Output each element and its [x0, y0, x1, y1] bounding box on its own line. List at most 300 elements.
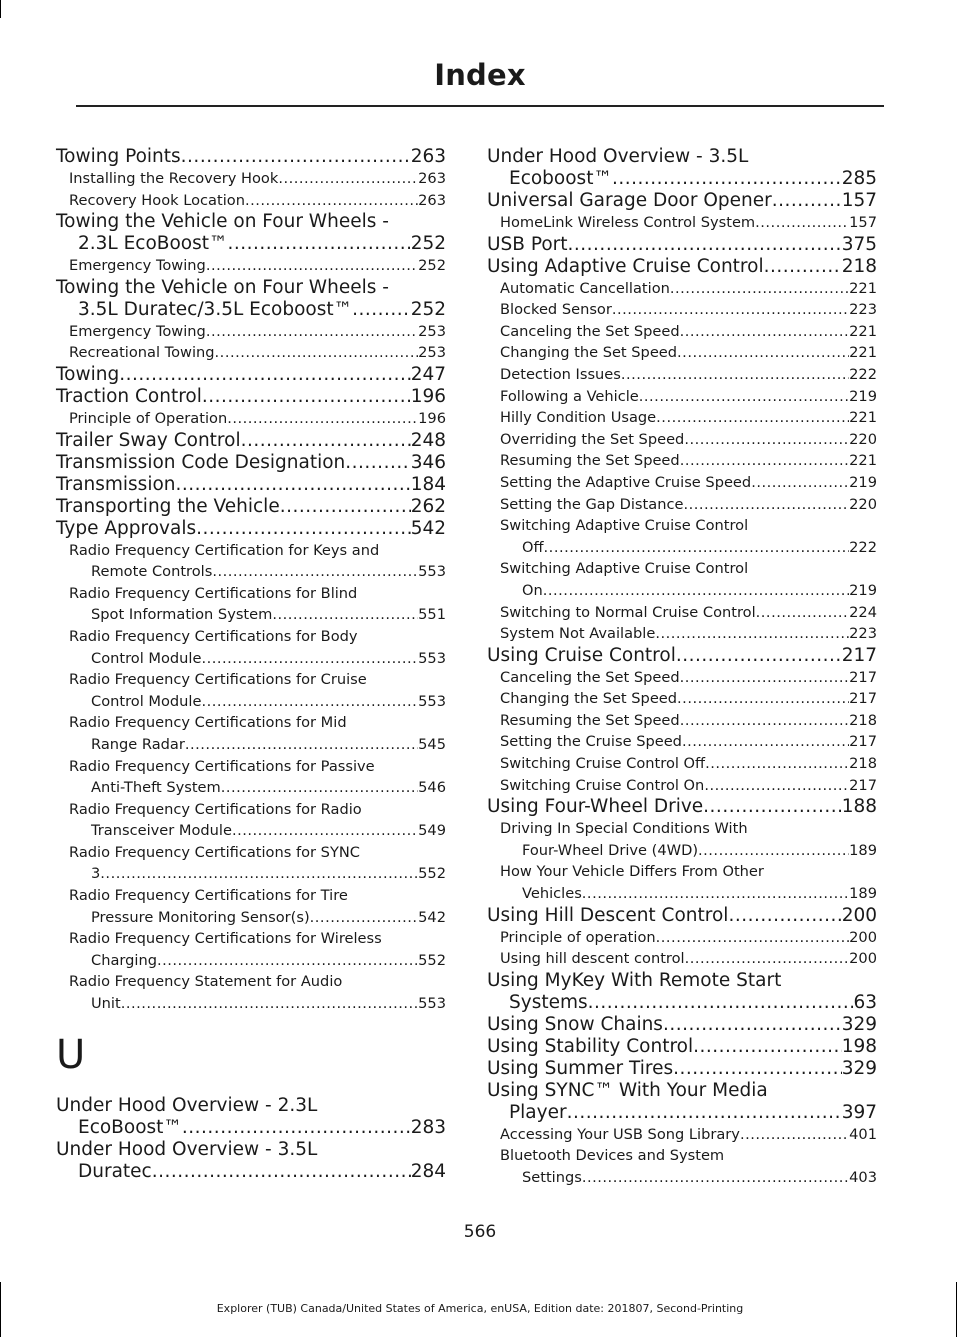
entry-page-number[interactable]: 549 [418, 822, 446, 840]
entry-text: Using Four-Wheel Drive [487, 796, 704, 818]
dot-leader [201, 648, 418, 670]
entry-text: Radio Frequency Certification for Keys and [69, 541, 380, 559]
entry-text: Range Radar [91, 735, 185, 753]
entry-text: Using Cruise Control [487, 644, 676, 666]
index-subentry[interactable] [56, 712, 446, 755]
index-entry[interactable] [487, 645, 877, 667]
entry-text: Four-Wheel Drive (4WD) [522, 841, 699, 859]
index-subentry[interactable] [487, 429, 877, 451]
entry-page-number[interactable]: 247 [410, 363, 446, 385]
entry-text: Using Stability Control [487, 1035, 694, 1057]
dot-leader [181, 146, 411, 168]
index-entry[interactable] [56, 211, 446, 255]
entry-page-number[interactable]: 397 [841, 1101, 877, 1123]
entry-page-number[interactable]: 542 [418, 908, 446, 926]
crop-mark [0, 0, 1, 18]
entry-page-number[interactable]: 222 [849, 538, 877, 556]
entry-text: USB Port [487, 233, 568, 255]
entry-text: Resuming the Set Speed [500, 452, 680, 470]
dot-leader [656, 407, 849, 429]
entry-text: Player [509, 1101, 567, 1123]
dot-leader [202, 386, 411, 408]
dot-leader [196, 518, 411, 540]
index-subentry[interactable] [487, 753, 877, 775]
index-entry[interactable] [487, 256, 877, 278]
entry-page-number[interactable]: 542 [410, 517, 446, 539]
dot-leader [655, 623, 849, 645]
entry-text: HomeLink Wireless Control System [500, 214, 756, 231]
entry-page-number[interactable]: 157 [841, 190, 877, 211]
entry-text: Pressure Monitoring Sensor(s) [91, 908, 310, 926]
index-subentry[interactable] [56, 408, 446, 430]
dot-leader [176, 474, 411, 496]
entry-page-number[interactable]: 553 [418, 995, 446, 1013]
entry-text: Canceling the Set Speed [500, 322, 680, 340]
entry-text: Driving In Special Conditions With [500, 820, 748, 838]
entry-text: Type Approvals [56, 517, 197, 539]
index-subentry[interactable] [487, 407, 877, 429]
dot-leader [673, 1058, 842, 1080]
dot-leader [663, 1014, 842, 1036]
entry-text: Principle of Operation [69, 409, 228, 427]
entry-text: Automatic Cancellation [500, 279, 670, 297]
entry-page-number[interactable]: 217 [841, 644, 877, 666]
index-subentry[interactable] [487, 775, 877, 797]
index-subentry[interactable] [487, 342, 877, 364]
entry-page-number[interactable]: 200 [841, 904, 877, 926]
dot-leader [680, 450, 849, 472]
index-entry[interactable] [487, 1036, 877, 1058]
dot-leader [278, 168, 418, 190]
entry-text: Trailer Sway Control [56, 429, 241, 451]
entry-text: Under Hood Overview - 2.3L [56, 1094, 318, 1116]
index-subentry[interactable] [487, 321, 877, 343]
entry-page-number[interactable]: 217 [849, 668, 877, 686]
dot-leader [206, 255, 418, 277]
entry-text: Radio Frequency Certifications for Blind [69, 584, 358, 602]
dot-leader [568, 234, 842, 256]
index-subentry[interactable] [56, 971, 446, 1014]
entry-page-number[interactable]: 196 [410, 385, 446, 407]
index-subentry[interactable] [487, 1124, 877, 1146]
entry-text: Overriding the Set Speed [500, 430, 685, 448]
index-subentry[interactable] [56, 626, 446, 669]
dot-leader [621, 364, 849, 386]
index-subentry[interactable] [56, 321, 446, 343]
dot-leader [119, 364, 410, 386]
entry-text: Using Summer Tires [487, 1057, 674, 1079]
index-subentry[interactable] [487, 472, 877, 494]
entry-text: Traction Control [56, 385, 202, 407]
dot-leader [680, 321, 850, 343]
index-entry[interactable] [56, 146, 446, 168]
entry-text: Radio Frequency Certifications for Body [69, 627, 358, 645]
entry-text: Off [522, 538, 544, 556]
dot-leader [670, 278, 849, 300]
entry-page-number[interactable]: 262 [410, 495, 446, 517]
index-column-left [56, 146, 446, 1183]
index-subentry[interactable] [56, 885, 446, 928]
entry-text: Installing the Recovery Hook [69, 170, 279, 187]
index-entry[interactable] [487, 1080, 877, 1124]
dot-leader [227, 408, 418, 430]
index-subentry[interactable] [56, 342, 446, 364]
index-subentry[interactable] [487, 515, 877, 558]
dot-leader [772, 190, 842, 212]
entry-text: Under Hood Overview - 3.5L [56, 1138, 318, 1160]
dot-leader [182, 1117, 411, 1139]
index-subentry[interactable] [56, 168, 446, 190]
entry-text: Charging [91, 951, 157, 969]
index-subentry[interactable] [487, 667, 877, 689]
entry-page-number[interactable]: 218 [849, 755, 877, 773]
entry-text: On [522, 581, 543, 599]
index-subentry[interactable] [487, 731, 877, 753]
dot-leader [221, 777, 418, 799]
entry-page-number[interactable]: 196 [418, 409, 446, 427]
entry-text: Switching Adaptive Cruise Control [500, 560, 749, 578]
entry-text: Control Module [91, 649, 202, 667]
index-subentry[interactable] [56, 540, 446, 583]
dot-leader [728, 905, 841, 927]
entry-page-number[interactable]: 184 [410, 473, 446, 495]
index-subentry[interactable] [487, 710, 877, 732]
entry-text: 3.5L Duratec/3.5L Ecoboost™ [78, 298, 353, 320]
entry-text: Using Snow Chains [487, 1013, 663, 1035]
dot-leader [206, 321, 418, 343]
dot-leader [212, 561, 418, 583]
entry-text: Using SYNC™ With Your Media [487, 1079, 768, 1101]
entry-page-number[interactable]: 219 [849, 387, 877, 405]
index-entry[interactable] [487, 970, 877, 1014]
dot-leader [656, 927, 850, 949]
index-section-letter [56, 1031, 446, 1078]
dot-leader [582, 1167, 849, 1189]
entry-text: Accessing Your USB Song Library [500, 1125, 740, 1143]
entry-text: Following a Vehicle [500, 387, 639, 405]
entry-page-number[interactable]: 224 [849, 603, 877, 621]
dot-leader [693, 1036, 842, 1058]
entry-text: Setting the Adaptive Cruise Speed [500, 473, 752, 491]
dot-leader [228, 233, 411, 255]
entry-text: Setting the Gap Distance [500, 495, 684, 513]
entry-text: 3 [91, 865, 101, 883]
entry-text: Using Adaptive Cruise Control [487, 255, 764, 277]
dot-leader [764, 256, 842, 278]
entry-page-number[interactable]: 221 [849, 452, 877, 470]
entry-text: Anti-Theft System [91, 779, 221, 797]
index-subentry[interactable] [487, 494, 877, 516]
dot-leader [280, 496, 411, 518]
dot-leader [612, 299, 849, 321]
entry-page-number[interactable]: 218 [841, 255, 877, 277]
entry-text: Emergency Towing [69, 322, 206, 340]
entry-page-number[interactable]: 252 [418, 257, 446, 275]
entry-page-number[interactable]: 401 [849, 1125, 877, 1143]
entry-page-number[interactable]: 552 [418, 865, 446, 883]
index-subentry[interactable] [487, 558, 877, 601]
entry-page-number[interactable]: 200 [849, 928, 877, 946]
dot-leader [740, 1124, 849, 1146]
index-entry[interactable] [56, 430, 446, 452]
entry-page-number[interactable]: 220 [849, 430, 877, 448]
entry-page-number[interactable]: 157 [849, 214, 877, 231]
entry-text: Towing the Vehicle on Four Wheels - [56, 211, 389, 233]
entry-page-number[interactable]: 217 [849, 733, 877, 751]
index-subentry[interactable] [487, 386, 877, 408]
entry-page-number[interactable]: 263 [410, 146, 446, 167]
entry-page-number[interactable]: 329 [841, 1013, 877, 1035]
dot-leader [352, 299, 411, 321]
index-subentry[interactable] [487, 1145, 877, 1188]
entry-page-number[interactable]: 221 [849, 344, 877, 362]
dot-leader [704, 775, 849, 797]
index-entry[interactable] [487, 1014, 877, 1036]
entry-page-number[interactable]: 329 [841, 1057, 877, 1079]
entry-page-number[interactable]: 553 [418, 692, 446, 710]
index-entry[interactable] [56, 386, 446, 408]
dot-leader [698, 840, 849, 862]
dot-leader [245, 190, 418, 212]
entry-page-number[interactable]: 253 [418, 344, 446, 362]
entry-page-number[interactable]: 220 [849, 495, 877, 513]
entry-text: Switching to Normal Cruise Control [500, 603, 756, 621]
index-entry[interactable] [56, 452, 446, 474]
dot-leader [755, 212, 849, 234]
index-entry[interactable] [487, 234, 877, 256]
index-column-right [487, 146, 877, 1189]
entry-page-number[interactable]: 248 [410, 429, 446, 451]
entry-page-number[interactable]: 188 [841, 796, 877, 818]
entry-text: Duratec [78, 1160, 152, 1182]
entry-text: Recovery Hook Location [69, 191, 245, 209]
entry-text: Bluetooth Devices and System [500, 1147, 725, 1165]
index-subentry[interactable] [487, 818, 877, 861]
dot-leader [100, 863, 418, 885]
dot-leader [121, 993, 418, 1015]
entry-page-number[interactable]: 545 [418, 735, 446, 753]
index-entry[interactable] [56, 474, 446, 496]
dot-leader [157, 950, 418, 972]
index-entry[interactable] [487, 905, 877, 927]
index-entry[interactable] [487, 796, 877, 818]
entry-page-number[interactable]: 217 [849, 690, 877, 708]
index-subentry[interactable] [487, 364, 877, 386]
dot-leader [677, 342, 849, 364]
entry-page-number[interactable]: 375 [841, 233, 877, 255]
dot-leader [680, 667, 850, 689]
dot-leader [241, 430, 411, 452]
index-entry[interactable] [56, 496, 446, 518]
index-entry[interactable] [56, 364, 446, 386]
entry-page-number[interactable]: 219 [849, 473, 877, 491]
entry-page-number[interactable]: 222 [849, 365, 877, 383]
entry-page-number[interactable]: 223 [849, 301, 877, 319]
index-subentry[interactable] [56, 190, 446, 212]
entry-text: Transporting the Vehicle [56, 495, 280, 517]
entry-page-number[interactable]: 284 [410, 1160, 446, 1182]
entry-text: Unit [91, 995, 121, 1013]
entry-text: Spot Information System [91, 606, 273, 624]
entry-text: Systems [509, 991, 588, 1013]
entry-page-number[interactable]: 403 [849, 1169, 877, 1186]
entry-text: Changing the Set Speed [500, 344, 678, 362]
dot-leader [612, 168, 842, 190]
entry-text: Radio Frequency Statement for Audio [69, 973, 343, 991]
index-subentry[interactable] [487, 948, 877, 970]
entry-text: Universal Garage Door Opener [487, 190, 772, 211]
entry-page-number[interactable]: 551 [418, 606, 446, 624]
title-divider [76, 105, 884, 107]
entry-text: Blocked Sensor [500, 301, 612, 319]
entry-page-number[interactable]: 553 [418, 563, 446, 581]
dot-leader [756, 602, 849, 624]
entry-text: Recreational Towing [69, 344, 215, 362]
dot-leader [345, 452, 410, 474]
dot-leader [683, 494, 849, 516]
index-subentry[interactable] [56, 255, 446, 277]
entry-page-number[interactable]: 200 [849, 950, 877, 968]
entry-text: Transceiver Module [91, 822, 232, 840]
entry-text: Radio Frequency Certifications for Passive [69, 757, 375, 775]
entry-page-number[interactable]: 263 [418, 170, 446, 187]
entry-text: Radio Frequency Certifications for Tire [69, 887, 348, 905]
entry-text: Towing the Vehicle on Four Wheels - [56, 276, 389, 298]
entry-text: System Not Available [500, 625, 656, 643]
entry-text: Detection Issues [500, 365, 621, 383]
entry-page-number[interactable]: 221 [849, 409, 877, 427]
entry-text: Radio Frequency Certifications for Mid [69, 714, 347, 732]
entry-text: Towing [56, 363, 120, 385]
entry-page-number[interactable]: 546 [418, 779, 446, 797]
entry-text: Canceling the Set Speed [500, 668, 680, 686]
dot-leader [751, 472, 849, 494]
index-subentry[interactable] [487, 299, 877, 321]
entry-text: Resuming the Set Speed [500, 711, 680, 729]
index-subentry[interactable] [487, 450, 877, 472]
entry-text: Switching Cruise Control Off [500, 755, 706, 773]
page-title: Index [434, 58, 526, 92]
dot-leader [705, 753, 849, 775]
dot-leader [543, 580, 849, 602]
entry-page-number[interactable]: 283 [410, 1116, 446, 1138]
page-footer: Explorer (TUB) Canada/United States of America, enUSA, Edition date: 201807, Second-Printing [216, 1302, 744, 1315]
index-subentry[interactable] [56, 756, 446, 799]
entry-page-number[interactable]: 553 [418, 649, 446, 667]
entry-text: Remote Controls [91, 563, 213, 581]
entry-page-number[interactable]: 63 [853, 991, 877, 1013]
index-subentry[interactable] [487, 623, 877, 645]
index-entry[interactable] [487, 190, 877, 212]
index-subentry[interactable] [487, 278, 877, 300]
entry-text: Radio Frequency Certifications for Radio [69, 800, 362, 818]
entry-text: How Your Vehicle Differs From Other [500, 863, 764, 881]
entry-text: Radio Frequency Certifications for Wireless [69, 930, 382, 948]
entry-page-number[interactable]: 198 [841, 1035, 877, 1057]
index-subentry[interactable] [487, 602, 877, 624]
index-subentry[interactable] [56, 799, 446, 842]
dot-leader [639, 386, 849, 408]
dot-leader [703, 796, 842, 818]
entry-page-number[interactable]: 253 [418, 322, 446, 340]
dot-leader [232, 820, 418, 842]
index-subentry[interactable] [56, 928, 446, 971]
entry-text: Under Hood Overview - 3.5L [487, 146, 749, 167]
entry-page-number[interactable]: 252 [410, 298, 446, 320]
entry-text: Radio Frequency Certifications for SYNC [69, 843, 360, 861]
entry-text: Transmission [56, 473, 176, 495]
index-entry[interactable] [56, 1139, 446, 1183]
dot-leader [201, 691, 418, 713]
section-letter-text: U [56, 1031, 86, 1078]
index-subentry[interactable] [56, 669, 446, 712]
entry-page-number[interactable]: 221 [849, 279, 877, 297]
dot-leader [215, 342, 419, 364]
entry-text: Switching Cruise Control On [500, 776, 705, 794]
entry-page-number[interactable]: 552 [418, 951, 446, 969]
entry-page-number[interactable]: 221 [849, 322, 877, 340]
entry-text: Using hill descent control [500, 950, 685, 968]
dot-leader [310, 907, 418, 929]
dot-leader [185, 734, 418, 756]
entry-text: Using MyKey With Remote Start [487, 969, 782, 991]
dot-leader [685, 948, 850, 970]
index-subentry[interactable] [56, 842, 446, 885]
index-subentry[interactable] [487, 212, 877, 234]
entry-text: Control Module [91, 692, 202, 710]
index-entry[interactable] [56, 518, 446, 540]
entry-text: Towing Points [56, 146, 181, 167]
dot-leader [588, 992, 854, 1014]
dot-leader [684, 429, 849, 451]
entry-text: Transmission Code Designation [56, 451, 346, 473]
index-entry[interactable] [487, 1058, 877, 1080]
index-subentry[interactable] [487, 861, 877, 904]
entry-page-number[interactable]: 219 [849, 581, 877, 599]
dot-leader [567, 1102, 842, 1124]
entry-text: Switching Adaptive Cruise Control [500, 517, 749, 535]
dot-leader [582, 883, 849, 905]
entry-page-number[interactable]: 189 [849, 885, 877, 903]
index-subentry[interactable] [56, 583, 446, 626]
dot-leader [682, 731, 849, 753]
index-subentry[interactable] [487, 688, 877, 710]
entry-text: Radio Frequency Certifications for Cruise [69, 671, 367, 689]
entry-page-number[interactable]: 217 [849, 776, 877, 794]
entry-page-number[interactable]: 189 [849, 841, 877, 859]
entry-page-number[interactable]: 346 [410, 451, 446, 473]
entry-text: Settings [522, 1169, 582, 1186]
dot-leader [676, 645, 842, 667]
index-entry[interactable] [56, 1095, 446, 1139]
entry-page-number[interactable]: 223 [849, 625, 877, 643]
entry-text: EcoBoost™ [78, 1116, 182, 1138]
index-entry[interactable] [56, 277, 446, 321]
entry-text: Principle of operation [500, 928, 656, 946]
entry-text: Changing the Set Speed [500, 690, 678, 708]
entry-page-number[interactable]: 285 [841, 168, 877, 189]
entry-page-number[interactable]: 263 [418, 191, 446, 209]
page-number: 566 [463, 1222, 497, 1242]
entry-page-number[interactable]: 252 [410, 233, 446, 255]
index-subentry[interactable] [487, 927, 877, 949]
dot-leader [544, 537, 850, 559]
entry-text: Vehicles [522, 885, 582, 903]
dot-leader [680, 710, 849, 732]
entry-page-number[interactable]: 218 [849, 711, 877, 729]
dot-leader [272, 604, 418, 626]
index-entry[interactable] [487, 146, 877, 190]
